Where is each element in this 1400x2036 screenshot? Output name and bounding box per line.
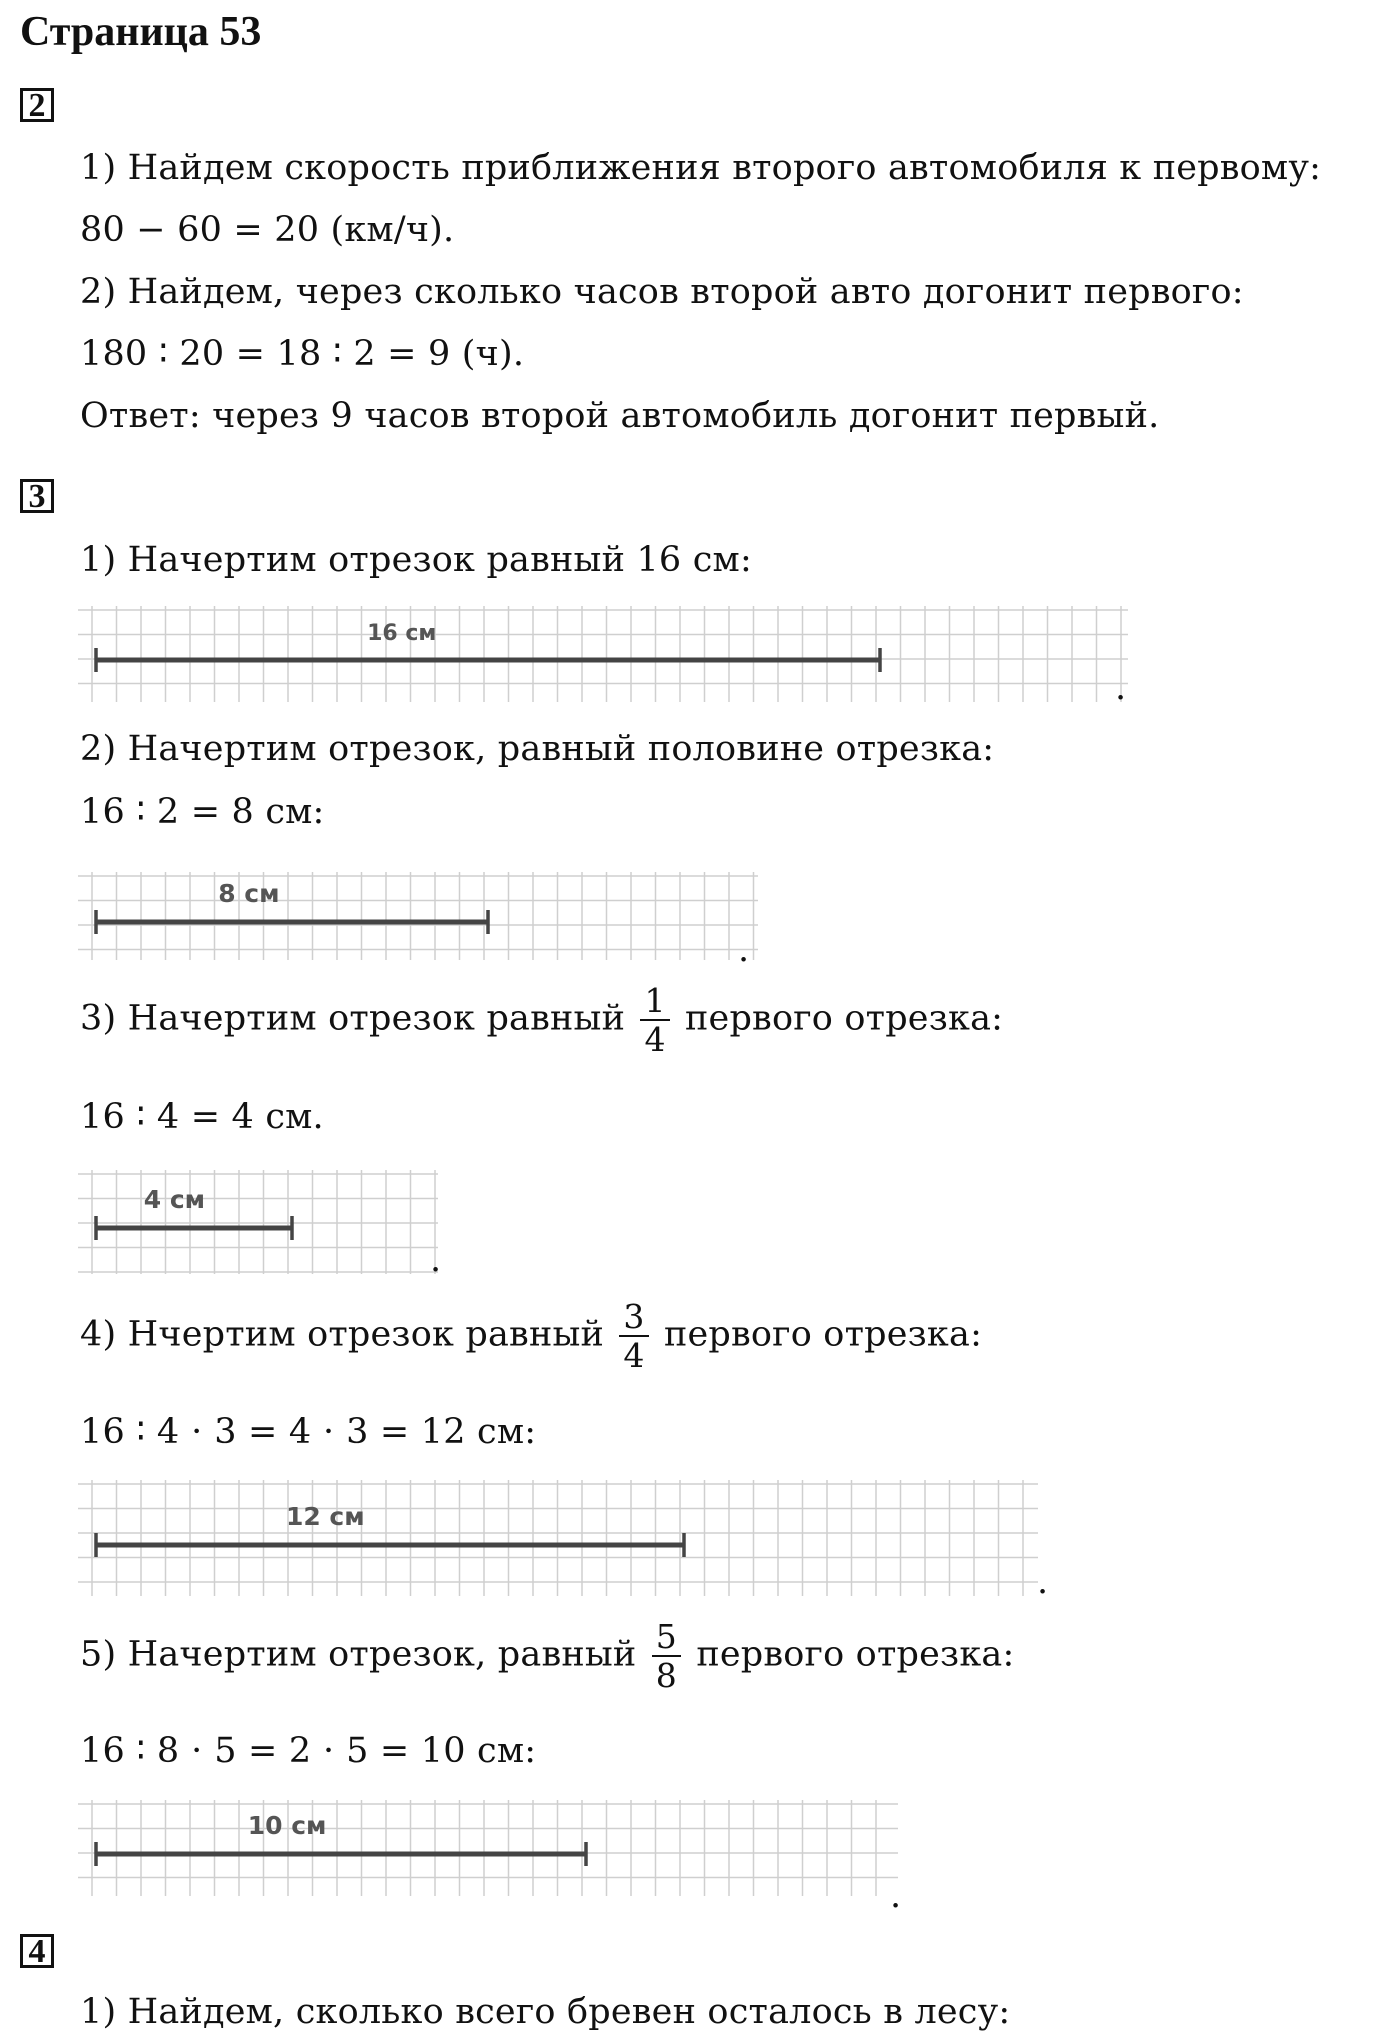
- period: .: [890, 1876, 902, 1916]
- segment-length-label: 16 см: [367, 621, 437, 646]
- task2-answer: Ответ: через 9 часов второй автомобиль догонит первый.: [80, 396, 1160, 436]
- task4-step-1: 1) Найдем, сколько всего бревен осталось в лесу:: [80, 1992, 1011, 2032]
- segment-grid-4cm: [78, 1168, 438, 1276]
- task-number-2: 2: [20, 88, 54, 122]
- fraction-numerator: 5: [652, 1618, 681, 1657]
- segment-length-label: 8 см: [218, 879, 280, 908]
- period: .: [430, 1240, 442, 1280]
- fraction-one-quarter: [640, 982, 669, 1058]
- period: .: [738, 930, 750, 970]
- period: .: [1037, 1562, 1049, 1602]
- page-title: Страница 53: [20, 9, 262, 55]
- segment-length-label: 10 см: [247, 1811, 327, 1840]
- step5-text-before: 5) Начертим отрезок, равный: [80, 1634, 637, 1675]
- task-number-3: 3: [20, 479, 54, 513]
- fraction-five-eighths: [652, 1618, 681, 1694]
- segment-length-label: 4 см: [143, 1185, 206, 1214]
- task3-step-3: [80, 982, 1003, 1058]
- period: .: [1115, 668, 1127, 708]
- task3-step-5: [80, 1618, 1014, 1694]
- fraction-denominator: 4: [644, 1020, 666, 1059]
- step5-text-after: первого отрезка:: [696, 1634, 1015, 1675]
- fraction-denominator: 8: [655, 1656, 677, 1695]
- fraction-numerator: 1: [640, 982, 669, 1021]
- task3-calc-5: 16 ∶ 8 ⋅ 5 = 2 ⋅ 5 = 10 см:: [80, 1731, 537, 1771]
- task2-line-2: 80 − 60 = 20 (км/ч).: [80, 210, 455, 250]
- task3-step-1: 1) Начертим отрезок равный 16 см:: [80, 540, 752, 580]
- segment-length-label: 12 см: [285, 1502, 365, 1531]
- fraction-three-quarters: [619, 1298, 648, 1374]
- fraction-denominator: 4: [623, 1336, 645, 1375]
- task2-line-1: 1) Найдем скорость приближения второго автомобиля к первому:: [80, 148, 1322, 188]
- step4-text-after: первого отрезка:: [663, 1314, 983, 1355]
- segment-grid-10cm: [78, 1798, 898, 1898]
- step4-text-before: 4) Нчертим отрезок равный: [80, 1314, 605, 1355]
- task3-step-4: [80, 1298, 982, 1374]
- task2-line-4: 180 ∶ 20 = 18 ∶ 2 = 9 (ч).: [80, 334, 525, 374]
- step3-text-before: 3) Начертим отрезок равный: [80, 998, 626, 1039]
- segment-grid-16cm: [78, 604, 1128, 704]
- task-number-4: 4: [20, 1934, 54, 1968]
- segment-grid-12cm: [78, 1478, 1038, 1598]
- segment-grid-8cm: [78, 870, 758, 962]
- task3-calc-4: 16 ∶ 4 ⋅ 3 = 4 ⋅ 3 = 12 см:: [80, 1412, 537, 1452]
- fraction-numerator: 3: [619, 1298, 648, 1337]
- task2-line-3: 2) Найдем, через сколько часов второй авто догонит первого:: [80, 272, 1244, 312]
- step3-text-after: первого отрезка:: [685, 998, 1004, 1039]
- task3-calc-3: 16 ∶ 4 = 4 см.: [80, 1097, 324, 1137]
- task3-step-2: 2) Начертим отрезок, равный половине отрезка:: [80, 729, 995, 769]
- task3-calc-2: 16 ∶ 2 = 8 см:: [80, 792, 325, 832]
